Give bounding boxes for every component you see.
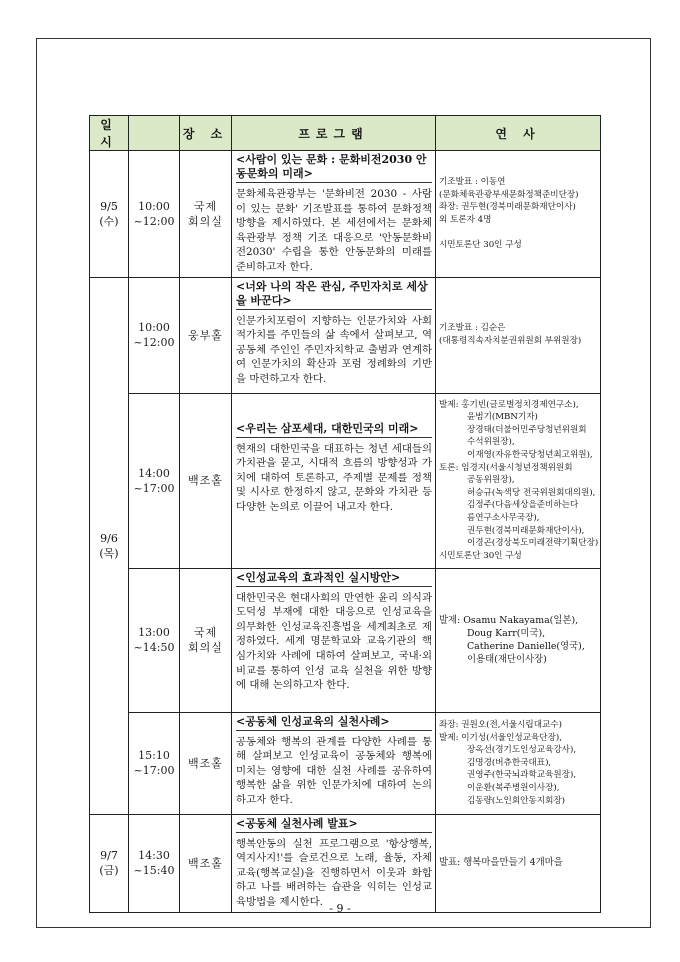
time-cell: 14:00 ~17:00: [129, 393, 180, 568]
table-row: [90, 814, 601, 912]
place-cell: 국제 회의실: [180, 568, 232, 712]
place-cell: 백조홀: [180, 814, 232, 912]
header-place: 장 소: [180, 116, 232, 151]
program-title: <너와 나의 작은 관심, 주민자치로 세상을 바꾼다>: [236, 280, 432, 310]
program-title: <인성교육의 효과적인 실시방안>: [236, 571, 432, 587]
program-description: 대한민국은 현대사회의 만연한 윤리 의식과 도덕성 부재에 대한 대응으로 인성교육을 의무화한 인성교육진흥법을 세계최초로 제정하였다. 세계 명문학교와 교육기관의 핵심가치와 사례에 대하여 살펴보고, 국내·외 비교를 통하여 인성 교육 실천을 위한 방향에 대해 논의하고자 한다.: [236, 591, 432, 692]
table-row: [90, 393, 601, 568]
program-cell: [232, 151, 436, 278]
program-cell: [232, 393, 436, 568]
program-cell: [232, 814, 436, 912]
program-cell: [232, 712, 436, 814]
speakers-cell: 발제: 홍기빈(글로벌정치경제연구소), 윤범기(MBN기자) 장경태(더불어민주당청년위원회 수석위원장), 이재영(자유한국당청년최고위원), 토론: 임경지(서울시청년정책위원회 공동위원장), 허승규(녹색당 전국위원회대의원), 김정주(다음세상을준비하는다 름연구소사무국장), 권두현(경북미래문화재단이사), 이경곤(경상북도미래전략기획단장) 시민토론단 30인 구성: [436, 393, 601, 568]
page-number: - 9 -: [329, 902, 351, 915]
table-row: [90, 568, 601, 712]
header-speakers: 연 사: [436, 116, 601, 151]
program-description: 공동체와 행복의 관계를 다양한 사례를 통해 살펴보고 인성교육이 공동체와 행복에 미치는 영향에 대한 실천 사례를 공유하여 행복한 삶을 위한 인문가치에 대하여 논의하고자 한다.: [236, 735, 432, 806]
program-description: 문화체육관광부는 '문화비전 2030 - 사람이 있는 문화' 기조발표를 통하여 문화정책 방향을 제시하였다. 본 세션에서는 문화체육관광부 정책 기조 대응으로 '안동문화비전2030' 수립을 통한 안동문화의 미래를 준비하고자 한다.: [236, 188, 432, 273]
program-title: <우리는 삼포세대, 대한민국의 미래>: [236, 422, 432, 438]
program-description: 현재의 대한민국을 대표하는 청년 세대들의 가치관을 묻고, 시대적 흐름의 방향성과 가치에 대하여 토론하고, 주제별 문제를 정책 및 시사로 한정하지 않고, 문화와 가치관 등 다양한 논의로 이끌어 내고자 한다.: [236, 442, 432, 513]
program-title: <사람이 있는 문화 : 문화비전2030 안동문화의 미래>: [236, 153, 432, 183]
program-title: <공동체 실천사례 발표>: [236, 817, 432, 833]
date-cell: 9/7 (금): [90, 814, 129, 912]
program-cell: [232, 568, 436, 712]
speakers-cell: 좌장: 권원오(전,서울시립대교수) 발제: 이기성(서울인성교육단장), 장옥선(경기도인성교육강사), 김명경(버츄한국대표), 권영주(한국뇌과학교육원장), 이운환(복주병원이사장), 김동량(노인회안동지회장): [436, 712, 601, 814]
schedule-table: [89, 115, 601, 913]
header-date: 일 시: [90, 116, 129, 151]
time-cell: 14:30 ~15:40: [129, 814, 180, 912]
speakers-cell: 발제: Osamu Nakayama(일본), Doug Karr(미국), Catherine Danielle(영국), 이용태(재단이사장): [436, 568, 601, 712]
table-row: [90, 712, 601, 814]
time-cell: 13:00 ~14:50: [129, 568, 180, 712]
table-row: [90, 277, 601, 393]
time-cell: 15:10 ~17:00: [129, 712, 180, 814]
place-cell: 백조홀: [180, 393, 232, 568]
header-time-spacer: [129, 116, 180, 151]
speakers-cell: 발표: 행복마을만들기 4개마을: [436, 814, 601, 912]
place-cell: 웅부홀: [180, 277, 232, 393]
time-cell: 10:00 ~12:00: [129, 277, 180, 393]
time-cell: 10:00 ~12:00: [129, 151, 180, 278]
program-description: 인문가치포럼이 지향하는 인문가치와 사회적가치를 주민들의 삶 속에서 살펴보고, 역 공동체 주인인 주민자치학교 출범과 연계하여 인문가치의 확산과 포럼 정례화의 기반을 마련하고자 한다.: [236, 314, 432, 385]
place-cell: 백조홀: [180, 712, 232, 814]
program-title: <공동체 인성교육의 실천사례>: [236, 715, 432, 731]
speakers-cell: 기조발표 : 이동연 (문화체육관광부새문화정책준비단장) 좌장: 권두현(경북미래문화재단이사) 외 토론자 4명 시민토론단 30인 구성: [436, 151, 601, 278]
speakers-cell: 기조발표 : 김순은 (대통령직속자치분권위원회 부위원장): [436, 277, 601, 393]
header-program: 프로그램: [232, 116, 436, 151]
place-cell: 국제 회의실: [180, 151, 232, 278]
date-cell: 9/6 (목): [90, 277, 129, 814]
table-row: [90, 151, 601, 278]
program-description: 행복안동의 실천 프로그램으로 '항상행복, 역지사지!'를 슬로건으로 노래, 율동, 자체 교육(행복교실)을 진행하면서 이웃과 화합하고 나를 배려하는 습관을 익히는 인성교육방법을 제시한다.: [236, 837, 432, 908]
table-header-row: [90, 116, 601, 151]
program-cell: [232, 277, 436, 393]
date-cell: 9/5 (수): [90, 151, 129, 278]
